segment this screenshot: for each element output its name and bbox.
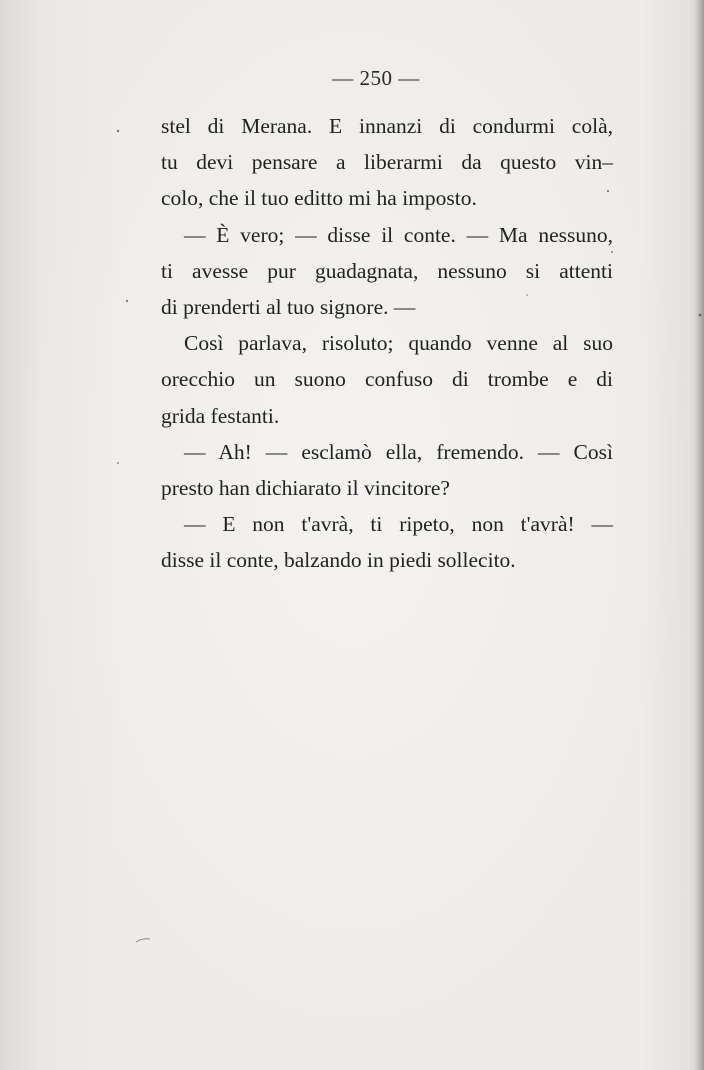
text-line: stel di Merana. E innanzi di condurmi colà,	[161, 114, 613, 138]
text-line: disse il conte, balzando in piedi sollecito.	[161, 548, 516, 573]
text-line: — Ah! — esclamò ella, fremendo. — Così	[184, 439, 613, 464]
text-line: Così parlava, risoluto; quando venne al suo	[184, 331, 613, 356]
text-line: presto han dichiarato il vincitore?	[161, 475, 450, 500]
speck	[126, 300, 128, 302]
page-edge-shadow	[694, 0, 704, 1070]
text-line: tu devi pensare a liberarmi da questo vin–	[161, 150, 613, 175]
pencil-mark	[136, 939, 150, 942]
text-line: colo, che il tuo editto mi ha imposto.	[161, 186, 477, 211]
page-number: — 250 —	[332, 66, 420, 90]
speck	[117, 130, 119, 132]
text-line: grida festanti.	[161, 403, 280, 428]
text-line: di prenderti al tuo signore. —	[161, 294, 416, 319]
text-line: ti avesse pur guadagnata, nessuno si attenti	[161, 258, 613, 283]
text-line: — È vero; — disse il conte. — Ma nessuno,	[184, 222, 613, 247]
speck	[117, 462, 119, 464]
text-line: orecchio un suono confuso di trombe e di	[161, 367, 613, 392]
body-text	[161, 108, 613, 578]
text-line: — E non t'avrà, ti ripeto, non t'avrà! —	[184, 512, 613, 537]
